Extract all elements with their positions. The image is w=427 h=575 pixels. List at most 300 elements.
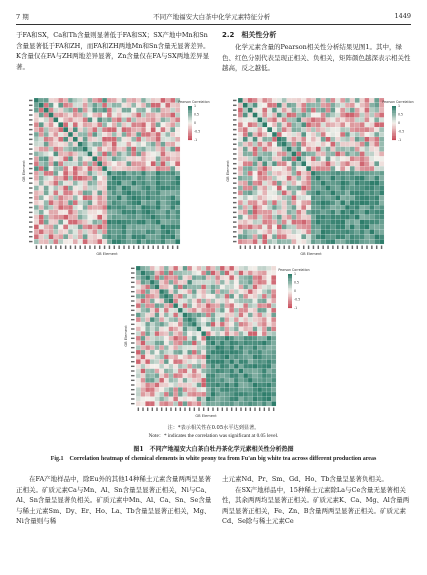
- heatmap-cell: [78, 137, 83, 142]
- heatmap-cell: [257, 137, 262, 142]
- heatmap-cell: [145, 373, 150, 378]
- heatmap-cell: [164, 383, 169, 388]
- row-label-mark: [131, 300, 135, 301]
- colorbar-swatch: [188, 130, 192, 132]
- heatmap-cell: [345, 108, 350, 113]
- heatmap-cell: [165, 225, 170, 230]
- heatmap-cell: [234, 313, 239, 318]
- heatmap-cell: [282, 186, 287, 191]
- heatmap-cell: [49, 220, 54, 225]
- col-label-mark: [332, 246, 333, 250]
- heatmap-cell: [340, 127, 345, 132]
- heatmap-cell: [248, 229, 253, 234]
- heatmap-cell: [262, 132, 267, 137]
- heatmap-cell: [165, 166, 170, 171]
- col-label-mark: [167, 246, 168, 250]
- heatmap-cell: [379, 142, 384, 147]
- paragraph: 在SX产地样品中，15种稀土元素除La与Ce含量无显著相关性，其余两两均呈显著正相关。矿质元素K、Ca、Mg、Al含量两两呈显著正相关，Fe、Zn、B含量两两呈显著正相关。矿质元素Cd、Se除与稀土元素Ce: [222, 485, 410, 525]
- heatmap-cell: [211, 308, 216, 313]
- heatmap-cell: [151, 132, 156, 137]
- heatmap-cell: [369, 122, 374, 127]
- heatmap-cell: [229, 299, 234, 304]
- heatmap-cell: [112, 142, 117, 147]
- heatmap-cell: [239, 341, 244, 346]
- heatmap-cell: [44, 239, 49, 244]
- heatmap-cell: [369, 225, 374, 230]
- heatmap-cell: [183, 322, 188, 327]
- heatmap-cell: [321, 234, 326, 239]
- heatmap-cell: [225, 336, 230, 341]
- heatmap-cell: [44, 225, 49, 230]
- heatmap-cell: [243, 383, 248, 388]
- heatmap-cell: [277, 190, 282, 195]
- col-label-mark: [240, 408, 241, 412]
- heatmap-cell: [262, 113, 267, 118]
- heatmap-cell: [165, 98, 170, 103]
- heatmap-cell: [83, 215, 88, 220]
- heatmap-cell: [136, 225, 141, 230]
- heatmap-cell: [345, 225, 350, 230]
- heatmap-cell: [201, 266, 206, 271]
- heatmap-cell: [122, 176, 127, 181]
- heatmap-cell: [159, 373, 164, 378]
- heatmap-cell: [287, 127, 292, 132]
- heatmap-cell: [112, 166, 117, 171]
- heatmap-cell: [39, 98, 44, 103]
- heatmap-cell: [282, 229, 287, 234]
- heatmap-cell: [83, 171, 88, 176]
- heatmap-cell: [150, 289, 155, 294]
- heatmap-cell: [234, 280, 239, 285]
- heatmap-cell: [178, 341, 183, 346]
- heatmap-cell: [229, 271, 234, 276]
- col-label-mark: [249, 246, 250, 250]
- heatmap-cell: [150, 373, 155, 378]
- heatmap-cell: [257, 127, 262, 132]
- heatmap-cell: [257, 331, 262, 336]
- heatmap-cell: [141, 147, 146, 152]
- heatmap-cell: [151, 190, 156, 195]
- heatmap-cell: [271, 383, 276, 388]
- heatmap-cell: [97, 161, 102, 166]
- heatmap-cell: [102, 122, 107, 127]
- heatmap-cell: [326, 161, 331, 166]
- heatmap-cell: [78, 142, 83, 147]
- heatmap-cell: [277, 132, 282, 137]
- heatmap-cell: [187, 313, 192, 318]
- heatmap-cell: [156, 122, 161, 127]
- heatmap-cell: [164, 266, 169, 271]
- heatmap-cell: [102, 166, 107, 171]
- heatmap-cell: [122, 108, 127, 113]
- heatmap-cell: [379, 239, 384, 244]
- heatmap-cell: [311, 205, 316, 210]
- heatmap-cell: [257, 166, 262, 171]
- heatmap-cell: [272, 225, 277, 230]
- heatmap-cell: [243, 171, 248, 176]
- heatmap-cell: [311, 195, 316, 200]
- heatmap-cell: [107, 225, 112, 230]
- row-label-mark: [233, 100, 237, 101]
- heatmap-cell: [211, 317, 216, 322]
- heatmap-cell: [287, 176, 292, 181]
- heatmap-cell: [145, 313, 150, 318]
- colorbar-swatch: [392, 134, 396, 136]
- heatmap-cell: [253, 275, 258, 280]
- heatmap-cell: [161, 176, 166, 181]
- heatmap-cell: [220, 280, 225, 285]
- heatmap-cell: [253, 327, 258, 332]
- heatmap-cell: [365, 205, 370, 210]
- row-label-mark: [233, 202, 237, 203]
- heatmap-cell: [192, 350, 197, 355]
- heatmap-cell: [243, 401, 248, 406]
- heatmap-cell: [277, 220, 282, 225]
- heatmap-cell: [326, 220, 331, 225]
- heatmap-cell: [183, 280, 188, 285]
- heatmap-cell: [301, 156, 306, 161]
- heatmap-cell: [146, 171, 151, 176]
- heatmap-cell: [78, 147, 83, 152]
- heatmap-cell: [330, 152, 335, 157]
- heatmap-cell: [239, 299, 244, 304]
- heatmap-cell: [92, 137, 97, 142]
- heatmap-cell: [173, 401, 178, 406]
- heatmap-cell: [292, 225, 297, 230]
- row-label-mark: [131, 324, 135, 325]
- heatmap-cell: [374, 171, 379, 176]
- heatmap-cell: [159, 285, 164, 290]
- heatmap-cell: [146, 103, 151, 108]
- heatmap-cell: [150, 317, 155, 322]
- heatmap-cell: [374, 117, 379, 122]
- heatmap-cell: [58, 171, 63, 176]
- heatmap-cell: [151, 98, 156, 103]
- heatmap-cell: [178, 387, 183, 392]
- heatmap-cell: [365, 122, 370, 127]
- heatmap-cell: [306, 108, 311, 113]
- heatmap-cell: [345, 142, 350, 147]
- heatmap-cell: [243, 161, 248, 166]
- heatmap-cell: [155, 308, 160, 313]
- heatmap-cell: [146, 176, 151, 181]
- heatmap-cell: [88, 137, 93, 142]
- heatmap-cell: [301, 195, 306, 200]
- heatmap-cell: [296, 147, 301, 152]
- heatmap-cell: [161, 171, 166, 176]
- heatmap-cell: [369, 127, 374, 132]
- heatmap-cell: [151, 161, 156, 166]
- heatmap-cell: [170, 127, 175, 132]
- heatmap-cell: [178, 355, 183, 360]
- heatmap-cell: [173, 359, 178, 364]
- col-label-mark: [138, 408, 139, 412]
- heatmap-cell: [211, 392, 216, 397]
- heatmap-cell: [165, 239, 170, 244]
- heatmap-cell: [34, 127, 39, 132]
- heatmap-cell: [374, 122, 379, 127]
- heatmap-cell: [161, 127, 166, 132]
- row-label-mark: [29, 139, 33, 140]
- heatmap-cell: [175, 210, 180, 215]
- heatmap-cell: [301, 176, 306, 181]
- heatmap-cell: [215, 359, 220, 364]
- heatmap-cell: [187, 392, 192, 397]
- heatmap-cell: [161, 239, 166, 244]
- colorbar-label: Pearson Correlation: [178, 100, 210, 104]
- heatmap-cell: [369, 229, 374, 234]
- col-label-mark: [342, 246, 343, 250]
- heatmap-cell: [170, 229, 175, 234]
- col-label-mark: [245, 408, 246, 412]
- heatmap-cell: [243, 117, 248, 122]
- heatmap-cell: [215, 303, 220, 308]
- heatmap-cell: [271, 280, 276, 285]
- heatmap-cell: [257, 239, 262, 244]
- heatmap-cell: [301, 127, 306, 132]
- heatmap-cell: [321, 113, 326, 118]
- heatmap-cell: [175, 176, 180, 181]
- heatmap-cell: [257, 181, 262, 186]
- heatmap-cell: [117, 220, 122, 225]
- heatmap-cell: [178, 331, 183, 336]
- heatmap-cell: [267, 200, 272, 205]
- col-label-mark: [84, 246, 85, 250]
- heatmap-cell: [175, 171, 180, 176]
- row-label-mark: [131, 296, 135, 297]
- heatmap-cell: [267, 313, 272, 318]
- heatmap-cell: [271, 345, 276, 350]
- heatmap-cell: [175, 156, 180, 161]
- heatmap-cell: [53, 181, 58, 186]
- colorbar-swatch: [392, 112, 396, 114]
- heatmap-cell: [136, 280, 141, 285]
- colorbar-tick: 0: [194, 121, 197, 126]
- heatmap-cell: [296, 205, 301, 210]
- heatmap-cell: [151, 142, 156, 147]
- heatmap-cell: [277, 210, 282, 215]
- heatmap-cell: [277, 225, 282, 230]
- heatmap-cell: [107, 215, 112, 220]
- heatmap-cell: [257, 327, 262, 332]
- heatmap-cell: [173, 397, 178, 402]
- heatmap-cell: [97, 171, 102, 176]
- heatmap-cell: [117, 122, 122, 127]
- colorbar-swatch: [288, 283, 292, 285]
- heatmap-cell: [267, 373, 272, 378]
- heatmap-cell: [306, 152, 311, 157]
- heatmap-cell: [340, 239, 345, 244]
- heatmap-cell: [92, 156, 97, 161]
- heatmap-cell: [220, 299, 225, 304]
- heatmap-cell: [292, 239, 297, 244]
- heatmap-cell: [296, 113, 301, 118]
- heatmap-cell: [151, 225, 156, 230]
- colorbar-swatch: [288, 281, 292, 283]
- heatmap-cell: [340, 108, 345, 113]
- heatmap-cell: [248, 345, 253, 350]
- heatmap-cell: [350, 215, 355, 220]
- heatmap-cell: [220, 308, 225, 313]
- heatmap-cell: [197, 271, 202, 276]
- heatmap-cell: [277, 195, 282, 200]
- heatmap-cell: [316, 225, 321, 230]
- heatmap-cell: [215, 392, 220, 397]
- colorbar-tick: 0.5: [294, 280, 300, 285]
- heatmap-cell: [173, 285, 178, 290]
- heatmap-cell: [73, 225, 78, 230]
- heatmap-cell: [83, 142, 88, 147]
- heatmap-cell: [287, 200, 292, 205]
- heatmap-cell: [257, 275, 262, 280]
- heatmap-cell: [248, 313, 253, 318]
- heatmap-cell: [330, 225, 335, 230]
- heatmap-cell: [257, 303, 262, 308]
- heatmap-cell: [83, 166, 88, 171]
- heatmap-cell: [53, 142, 58, 147]
- heatmap-cell: [150, 327, 155, 332]
- heatmap-cell: [238, 200, 243, 205]
- heatmap-cell: [326, 108, 331, 113]
- heatmap-cell: [326, 166, 331, 171]
- heatmap-cell: [192, 383, 197, 388]
- heatmap-cell: [187, 322, 192, 327]
- heatmap-cell: [102, 127, 107, 132]
- heatmap-cell: [287, 220, 292, 225]
- heatmap-cell: [277, 156, 282, 161]
- heatmap-cell: [136, 294, 141, 299]
- heatmap-cell: [345, 234, 350, 239]
- heatmap-cell: [155, 266, 160, 271]
- heatmap-cell: [374, 108, 379, 113]
- heatmap-cell: [169, 322, 174, 327]
- colorbar-swatch: [392, 113, 396, 115]
- heatmap-cell: [102, 113, 107, 118]
- heatmap-cell: [271, 331, 276, 336]
- heatmap-cell: [365, 195, 370, 200]
- heatmap-cell: [365, 181, 370, 186]
- heatmap-cell: [49, 225, 54, 230]
- row-label-mark: [233, 217, 237, 218]
- heatmap-cell: [257, 285, 262, 290]
- heatmap-cell: [253, 171, 258, 176]
- colorbar-swatch: [188, 124, 192, 126]
- heatmap-cell: [122, 113, 127, 118]
- heatmap-cell: [78, 195, 83, 200]
- heatmap-cell: [316, 171, 321, 176]
- heatmap-cell: [126, 161, 131, 166]
- heatmap-cell: [330, 205, 335, 210]
- heatmap-cell: [292, 137, 297, 142]
- heatmap-cell: [170, 142, 175, 147]
- heatmap-cell: [131, 113, 136, 118]
- heatmap-cell: [262, 152, 267, 157]
- heatmap-cell: [215, 341, 220, 346]
- heatmap-cell: [63, 195, 68, 200]
- heatmap-cell: [257, 122, 262, 127]
- heatmap-cell: [350, 122, 355, 127]
- heatmap-cell: [151, 117, 156, 122]
- heatmap-cell: [102, 200, 107, 205]
- heatmap-cell: [178, 336, 183, 341]
- colorbar-swatch: [392, 107, 396, 109]
- heatmap-cell: [350, 142, 355, 147]
- heatmap-cell: [78, 176, 83, 181]
- heatmap-cell: [175, 113, 180, 118]
- heatmap-cell: [107, 132, 112, 137]
- heatmap-cell: [88, 142, 93, 147]
- heatmap-cell: [102, 108, 107, 113]
- heatmap-cell: [271, 355, 276, 360]
- heatmap-cell: [311, 117, 316, 122]
- heatmap-cell: [335, 127, 340, 132]
- heatmap-cell: [248, 355, 253, 360]
- heatmap-cell: [326, 181, 331, 186]
- heatmap-cell: [296, 239, 301, 244]
- heatmap-cell: [201, 336, 206, 341]
- heatmap-cell: [151, 176, 156, 181]
- heatmap-cell: [169, 359, 174, 364]
- heatmap-cell: [326, 152, 331, 157]
- row-label-mark: [29, 178, 33, 179]
- heatmap-cell: [326, 122, 331, 127]
- heatmap-cell: [145, 397, 150, 402]
- heatmap-cell: [206, 392, 211, 397]
- heatmap-cell: [73, 142, 78, 147]
- heatmap-cell: [379, 215, 384, 220]
- heatmap-cell: [350, 176, 355, 181]
- heatmap-cell: [192, 280, 197, 285]
- heatmap-cell: [112, 137, 117, 142]
- heatmap-cell: [238, 156, 243, 161]
- heatmap-cell: [262, 275, 267, 280]
- heatmap-cell: [122, 98, 127, 103]
- heatmap-cell: [330, 122, 335, 127]
- heatmap-cell: [63, 161, 68, 166]
- heatmap-cell: [164, 289, 169, 294]
- heatmap-cell: [360, 210, 365, 215]
- heatmap-cell: [257, 383, 262, 388]
- heatmap-cell: [340, 225, 345, 230]
- heatmap-cell: [126, 127, 131, 132]
- heatmap-cell: [78, 229, 83, 234]
- row-label-mark: [233, 163, 237, 164]
- heatmap-cell: [248, 378, 253, 383]
- heatmap-cell: [239, 331, 244, 336]
- heatmap-cell: [145, 275, 150, 280]
- heatmap-cell: [117, 147, 122, 152]
- heatmap-cell: [173, 299, 178, 304]
- row-label-mark: [29, 105, 33, 106]
- heatmap-cell: [183, 364, 188, 369]
- heatmap-cell: [321, 239, 326, 244]
- colorbar-swatch: [392, 130, 396, 132]
- heatmap-cell: [211, 280, 216, 285]
- heatmap-cell: [253, 186, 258, 191]
- heatmap-cell: [151, 127, 156, 132]
- heatmap-cell: [220, 364, 225, 369]
- heatmap-cell: [155, 359, 160, 364]
- heatmap-cell: [267, 190, 272, 195]
- heatmap-cell: [126, 103, 131, 108]
- heatmap-cell: [88, 147, 93, 152]
- heatmap-cell: [248, 271, 253, 276]
- heatmap-cell: [161, 166, 166, 171]
- heatmap-cell: [73, 113, 78, 118]
- heatmap-cell: [326, 113, 331, 118]
- heatmap-cell: [215, 289, 220, 294]
- heatmap-cell: [53, 200, 58, 205]
